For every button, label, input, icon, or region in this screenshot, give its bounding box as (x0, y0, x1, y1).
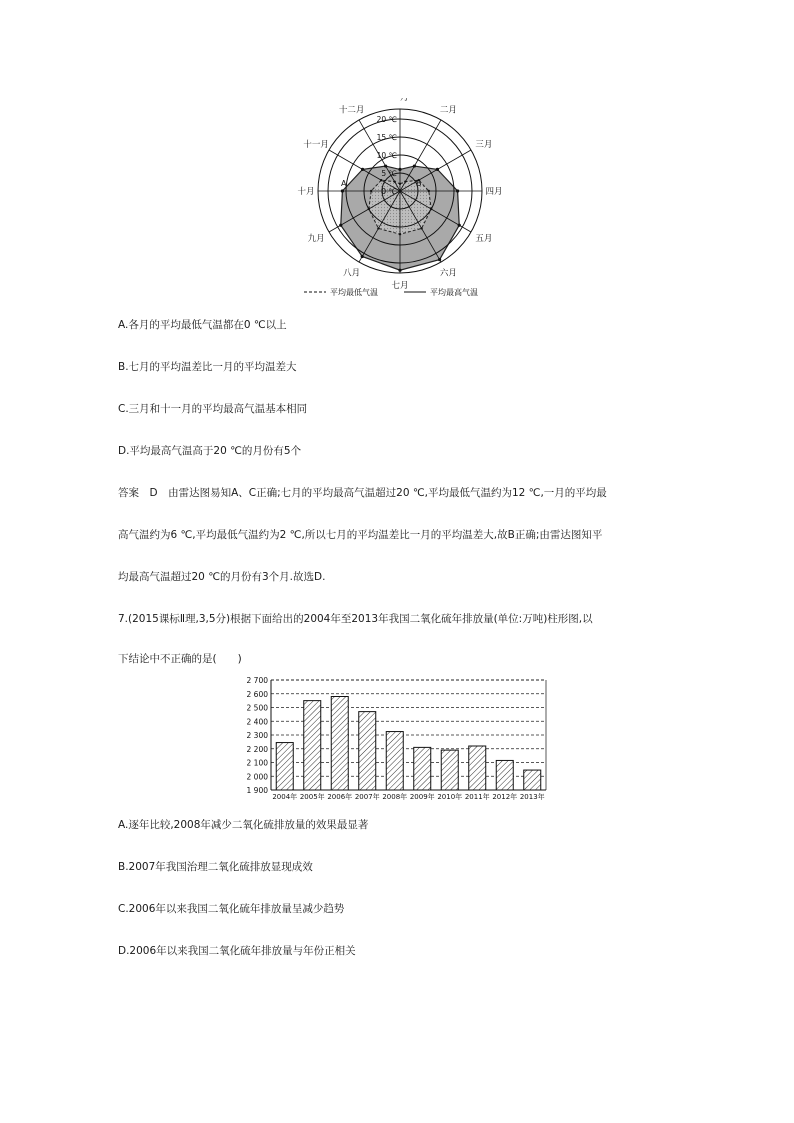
bar-y-tick-label: 2 200 (246, 744, 268, 754)
radar-month-label: 七月 (391, 281, 409, 291)
q6-answer-line-1: 答案 D 由雷达图易知A、C正确;七月的平均最高气温超过20 ℃,平均最低气温约为12 ℃,一月的平均最 (118, 487, 607, 499)
legend-min-label: 平均最低气温 (330, 288, 378, 297)
radar-point-min (393, 180, 395, 182)
radar-point-max (341, 189, 344, 192)
bar-2005年 (304, 701, 321, 790)
bar-2012年 (496, 760, 513, 790)
bar-y-tick-label: 2 600 (246, 689, 268, 699)
radar-point-max (361, 255, 364, 258)
radar-point-max (438, 258, 441, 261)
radar-point-min (377, 227, 379, 229)
q7-option-a: A.逐年比较,2008年减少二氧化硫排放量的效果最显著 (118, 819, 369, 831)
radar-point-min (404, 180, 406, 182)
radar-month-label: 十月 (297, 187, 315, 197)
radar-point-label-a: A (341, 179, 347, 188)
q6-answer-line-3: 均最高气温超过20 ℃的月份有3个月.故选D. (118, 571, 326, 583)
radar-month-label: 六月 (439, 268, 457, 279)
radar-month-label: 十二月 (338, 105, 365, 116)
bar-y-tick-label: 2 100 (246, 758, 268, 768)
radar-month-label: 四月 (485, 187, 503, 197)
radar-month-label: 八月 (343, 268, 361, 279)
radar-ring-label: 5 ℃ (381, 169, 397, 178)
radar-chart (290, 98, 510, 303)
q6-option-b: B.七月的平均温差比一月的平均温差大 (118, 361, 297, 373)
q6-answer-line-2: 高气温约为6 ℃,平均最低气温约为2 ℃,所以七月的平均温差比一月的平均温差大,故B正确;由雷达图知平 (118, 529, 603, 541)
bar-y-tick-label: 2 300 (246, 731, 268, 740)
radar-point-min (399, 233, 401, 235)
radar-point-max (456, 189, 459, 192)
radar-month-label: 十一月 (303, 140, 329, 150)
q7-option-c: C.2006年以来我国二氧化硫年排放量呈减少趋势 (118, 903, 345, 915)
radar-point-max (458, 224, 461, 227)
bar-2007年 (359, 712, 376, 790)
radar-point-label-b: B (416, 179, 422, 188)
radar-point-max (361, 168, 364, 171)
radar-point-max (384, 164, 387, 167)
bar-x-tick-label: 2009年 (409, 793, 435, 801)
radar-point-min (368, 208, 370, 210)
bar-x-tick-label: 2013年 (519, 793, 545, 801)
radar-point-min (420, 227, 422, 229)
radar-point-min (380, 179, 382, 181)
q6-option-a: A.各月的平均最低气温都在0 ℃以上 (118, 319, 287, 331)
radar-ring-label: 0 ℃ (381, 187, 397, 196)
bar-2009年 (414, 747, 431, 790)
bar-2013年 (524, 770, 541, 790)
bar-y-tick-label: 2 400 (246, 717, 268, 727)
radar-point-min (399, 183, 401, 185)
bar-y-tick-label: 2 500 (246, 703, 268, 713)
q7-option-b: B.2007年我国治理二氧化硫排放显现成效 (118, 861, 313, 873)
legend-max-label: 平均最高气温 (430, 288, 478, 297)
radar-point-min (430, 208, 432, 210)
q7-stem-line-2: 下结论中不正确的是( ) (118, 653, 242, 665)
radar-month-label: 一月 (391, 98, 409, 103)
bar-y-tick-label: 1 900 (246, 786, 268, 795)
bar-2008年 (386, 732, 403, 790)
bar-y-tick-label: 2 000 (246, 772, 268, 782)
bar-chart (238, 674, 556, 806)
bar-x-tick-label: 2012年 (492, 793, 518, 801)
radar-month-label: 二月 (439, 105, 457, 116)
radar-point-max (398, 168, 401, 171)
bar-x-tick-label: 2005年 (299, 793, 325, 801)
bar-x-tick-label: 2008年 (382, 793, 408, 801)
bar-2011年 (469, 746, 486, 790)
bar-2006年 (331, 697, 348, 791)
q7-option-d: D.2006年以来我国二氧化硫年排放量与年份正相关 (118, 945, 356, 957)
bar-x-tick-label: 2011年 (464, 793, 490, 801)
bar-x-tick-label: 2006年 (327, 793, 353, 801)
radar-point-min (370, 190, 372, 192)
radar-month-label: 三月 (475, 140, 493, 150)
radar-point-max (413, 164, 416, 167)
radar-ring-label: 20 ℃ (376, 115, 397, 124)
radar-ring-label: 15 ℃ (376, 133, 397, 142)
radar-month-label: 五月 (475, 234, 493, 244)
bar-2004年 (276, 743, 293, 790)
radar-point-max (398, 269, 401, 272)
bar-chart-svg (238, 674, 556, 806)
q7-stem-line-1: 7.(2015课标Ⅱ理,3,5分)根据下面给出的2004年至2013年我国二氧化硫年排放量(单位:万吨)柱形图,以 (118, 613, 593, 625)
bar-y-tick-label: 2 700 (246, 676, 268, 685)
q6-option-d: D.平均最高气温高于20 ℃的月份有5个 (118, 445, 302, 457)
radar-month-label: 九月 (307, 234, 325, 244)
bar-x-tick-label: 2010年 (437, 793, 463, 801)
radar-ring-label: 10 ℃ (376, 151, 397, 160)
q6-option-c: C.三月和十一月的平均最高气温基本相同 (118, 403, 308, 415)
bar-2010年 (441, 750, 458, 790)
bar-x-tick-label: 2007年 (354, 793, 380, 801)
radar-point-max (339, 224, 342, 227)
radar-point-min (428, 190, 430, 192)
bar-x-tick-label: 2004年 (272, 793, 298, 801)
radar-point-max (436, 168, 439, 171)
radar-chart-svg (290, 98, 510, 303)
